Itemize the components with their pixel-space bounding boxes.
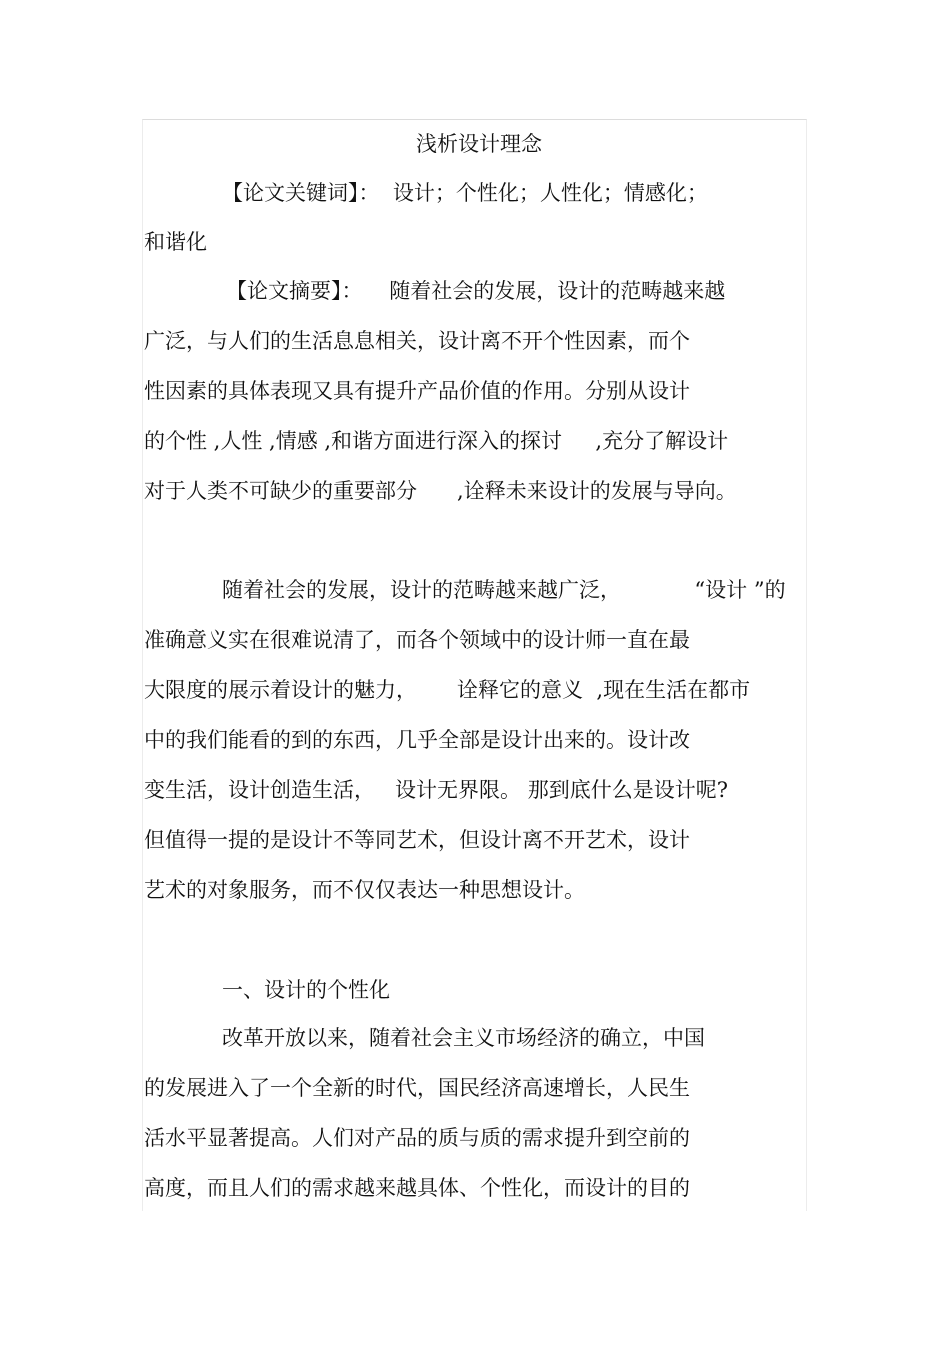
abstract-line-3: 性因素的具体表现又具有提升产品价值的作用。分别从设计 [144, 379, 690, 403]
keywords-line-2: 和谐化 [144, 230, 207, 254]
section-1-line-1: 改革开放以来，随着社会主义市场经济的确立，中国 [222, 1026, 705, 1050]
intro-line-5: 变生活，设计创造生活， 设计无界限。 那到底什么是设计呢? [144, 778, 728, 802]
section-1-line-3: 活水平显著提高。人们对产品的质与质的需求提升到空前的 [144, 1126, 690, 1150]
intro-line-4: 中的我们能看的到的东西，几乎全部是设计出来的。设计改 [144, 728, 690, 752]
intro-line-1: 随着社会的发展，设计的范畴越来越广泛， “设计 ”的 [222, 578, 786, 602]
abstract-line-2: 广泛，与人们的生活息息相关，设计离不开个性因素，而个 [144, 329, 690, 353]
intro-line-6: 但值得一提的是设计不等同艺术，但设计离不开艺术，设计 [144, 828, 690, 852]
intro-line-7: 艺术的对象服务，而不仅仅表达一种思想设计。 [144, 878, 585, 902]
section-1-line-4: 高度，而且人们的需求越来越具体、个性化，而设计的目的 [144, 1176, 690, 1200]
intro-line-2: 准确意义实在很难说清了，而各个领域中的设计师一直在最 [144, 628, 690, 652]
section-1-heading: 一、设计的个性化 [222, 978, 390, 1002]
document-title: 浅析设计理念 [416, 132, 542, 156]
keywords-line-1: 【论文关键词】： 设计；个性化；人性化；情感化； [222, 181, 708, 205]
abstract-line-5: 对于人类不可缺少的重要部分 ,诠释未来设计的发展与导向。 [144, 479, 737, 503]
intro-line-3: 大限度的展示着设计的魅力， 诠释它的意义 ,现在生活在都市 [144, 678, 751, 702]
abstract-line-1: 【论文摘要】： 随着社会的发展，设计的范畴越来越 [226, 279, 726, 303]
section-1-line-2: 的发展进入了一个全新的时代，国民经济高速增长，人民生 [144, 1076, 690, 1100]
abstract-line-4: 的个性 ,人性 ,情感 ,和谐方面进行深入的探讨 ,充分了解设计 [144, 429, 729, 453]
